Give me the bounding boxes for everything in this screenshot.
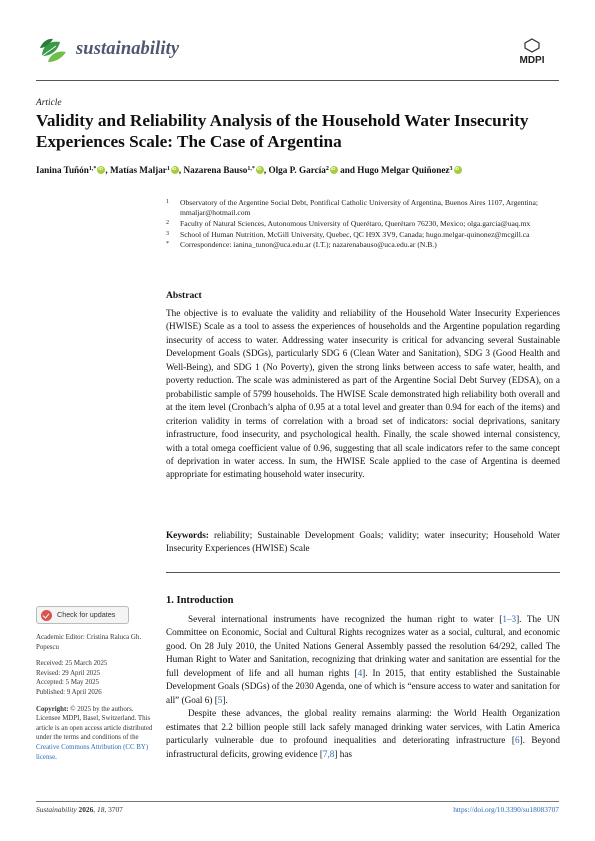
- intro-body: [166, 613, 560, 761]
- journal-header: [36, 28, 559, 76]
- publication-dates: [36, 659, 156, 697]
- author-affiliation-mark: 1: [166, 166, 170, 172]
- leaf-logo-icon: [36, 34, 70, 68]
- date-published: Published: 9 April 2026: [36, 688, 102, 696]
- check-for-updates-button[interactable]: [36, 606, 129, 624]
- intro-paragraph-2: Despite these advances, the global reality remains alarming: the World Health Organization estimates that 2.2 billion people still lack safely managed drinking water services, with Latin America particularly vulnerable due to profound inequalities and deteriorating infrastructure [6]. Beyond infrastructural deficits, growing evidence [7,8] has: [166, 708, 560, 759]
- orcid-icon[interactable]: [454, 166, 462, 174]
- orcid-icon[interactable]: [330, 166, 338, 174]
- citation-link[interactable]: 7,8: [322, 748, 335, 759]
- sidebar: [36, 606, 156, 769]
- footer-divider: [36, 801, 559, 802]
- affiliation-text: Faculty of Natural Sciences, Autonomous University of Querétaro, Querétaro 76230, Mexico; olga.garcia@uaq.mx: [180, 218, 531, 228]
- license-suffix: .: [55, 753, 57, 761]
- affiliation-item: [166, 219, 566, 229]
- author-name: Olga P. García: [268, 165, 326, 175]
- affiliation-number: 1: [166, 199, 169, 205]
- author-separator: ,: [178, 165, 184, 175]
- citation-link[interactable]: 5: [217, 694, 223, 705]
- affiliation-number: 2: [166, 219, 169, 226]
- orcid-icon[interactable]: [256, 166, 264, 174]
- affiliation-text: Correspondence: ianina_tunon@uca.edu.ar (I.T.); nazarenabauso@uca.edu.ar (N.B.): [180, 240, 437, 250]
- author-affiliation-mark: 1,*: [247, 166, 255, 172]
- citation-link[interactable]: 1–3: [502, 614, 517, 624]
- author-affiliation-mark: 2: [325, 166, 329, 172]
- author-list: [36, 165, 576, 175]
- affiliation-text: School of Human Nutrition, McGill University, Quebec, QC H9X 3V9, Canada; hugo.melgar-quinonez@mcgill.ca: [180, 229, 530, 239]
- date-accepted: Accepted: 5 May 2025: [36, 679, 99, 687]
- orcid-icon[interactable]: [171, 166, 179, 174]
- section-divider: [166, 572, 560, 573]
- date-revised: Revised: 29 April 2025: [36, 669, 101, 677]
- journal-name: sustainability: [76, 39, 180, 59]
- author-name: Nazarena Bauso: [183, 165, 248, 175]
- author-separator: ,: [263, 165, 269, 175]
- author-affiliation-mark: 3: [449, 166, 453, 172]
- doi-link[interactable]: https://doi.org/10.3390/su18083707: [453, 805, 559, 814]
- affiliations: [166, 198, 566, 251]
- author-name: Hugo Melgar Quiñonez: [357, 165, 450, 175]
- keywords-label: Keywords:: [166, 530, 209, 540]
- affiliation-item: [166, 198, 566, 218]
- author-name: Ianina Tuñón: [36, 165, 89, 175]
- svg-text:MDPI: MDPI: [519, 55, 545, 66]
- author-separator: ,: [105, 165, 110, 175]
- abstract-text: The objective is to evaluate the validity and reliability of the Household Water Insecurity Experiences (HWISE) Scale as a tool to assess the experiences of households and the Argentine population regarding insecurity of access to water. Addressing water insecurity is critical for advancing several Sustainable Development Goals (SDGs), particularly SDG 6 (Clean Water and Sanitation), SDG 3 (Good Health and Well-Being), and SDG 1 (No Poverty), given the strong links between access to safe water, health, and poverty reduction. The scale was administered as part of the Argentine Social Debt Survey (EDSA), on a probabilistic sample of 5799 households. The HWISE Scale demonstrated high reliability both overall and at the item level (Cronbach’s alpha of 0.95 at a total level and greater than 0.94 for each of the items) and criterion validity in terms of correlation with a broad set of indicators: social deprivations, sanitary infrastructure, food insecurity, and psychological health. Finally, the scale showed internal consistency, with a total omega coefficient value of 0.96, suggesting that all scale indicators refer to the same concept of deprivation in water access. In sum, the HWISE Scale applied to the case of Argentina is deemed appropriate for estimating household water insecurity.: [166, 308, 560, 480]
- affiliation-item: [166, 230, 566, 240]
- license-link[interactable]: Creative Commons Attribution (CC BY) license: [36, 743, 149, 761]
- author-name: Matías Maljar: [109, 165, 167, 175]
- affiliation-text: Observatory of the Argentine Social Debt, Pontifical Catholic University of Argentina, Buenos Aires 1107, Argentina; mmaljar@hotmail.com: [180, 198, 539, 218]
- citation-link[interactable]: 4: [357, 667, 363, 678]
- check-updates-label: Check for updates: [57, 610, 116, 620]
- copyright-notice: [36, 705, 156, 763]
- affiliation-number: 3: [166, 230, 169, 237]
- affiliation-number: *: [166, 241, 169, 248]
- article-type: Article: [36, 98, 62, 108]
- author-separator: and: [337, 165, 358, 175]
- intro-heading: 1. Introduction: [166, 595, 234, 606]
- copyright-text: © 2025 by the authors. Licensee MDPI, Basel, Switzerland. This article is an open access article distributed under the terms and conditions of the: [36, 705, 153, 742]
- header-divider: [36, 80, 559, 81]
- copyright-label: Copyright:: [36, 705, 69, 713]
- check-updates-icon: [41, 610, 52, 621]
- article-title: Validity and Reliability Analysis of the Household Water Insecurity Experiences Scale: The Case of Argentina: [36, 111, 529, 151]
- abstract-heading: Abstract: [166, 290, 202, 301]
- author-affiliation-mark: 1,*: [88, 166, 97, 172]
- citation-link[interactable]: 6: [514, 735, 520, 746]
- affiliation-item: [166, 240, 566, 250]
- keywords: [166, 529, 560, 556]
- date-received: Received: 25 March 2025: [36, 660, 108, 668]
- mdpi-logo: [511, 38, 553, 66]
- academic-editor: Academic Editor: Cristina Raluca Gh. Popescu: [36, 634, 142, 651]
- keywords-text: reliability; Sustainable Development Goals; validity; water insecurity; Household Water Insecurity Experiences (HWISE) Scale: [166, 530, 561, 554]
- footer-citation: Sustainability 2026, 18, 3707: [36, 805, 123, 814]
- intro-paragraph-1: Several international instruments have recognized the human right to water [1–3]. The UN Committee on Economic, Social and Cultural Rights recognizes water as a social, cultural, and economic good. On 28 July 2010, the United Nations General Assembly passed the resolution 64/292, called The Human Right to Water and Sanitation, recognizing that drinking water and sanitation are essential for the full development of life and all human rights [4]. In 2015, that entity established the Sustainable Development Goals (SDGs) of the 2030 Agenda, one of which is “ensure access to water and sanitation for all” (Goal 6) [5].: [166, 614, 560, 705]
